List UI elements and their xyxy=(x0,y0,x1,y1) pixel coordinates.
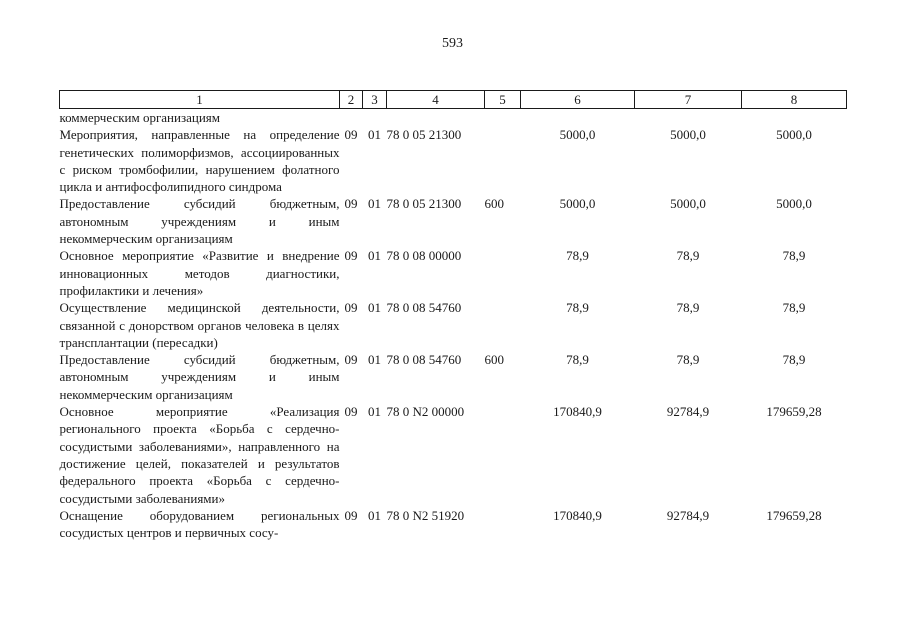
row-subsection xyxy=(363,109,387,127)
row-expense-type xyxy=(485,109,521,127)
row-subsection: 01 xyxy=(368,507,381,523)
column-header-5: 5 xyxy=(485,91,521,109)
budget-table xyxy=(59,90,847,541)
row-target-code: 78 0 N2 00000 xyxy=(386,404,465,420)
column-header-3: 3 xyxy=(363,91,387,109)
table-body xyxy=(60,109,847,542)
column-header-7: 7 xyxy=(635,91,742,109)
row-expense-type xyxy=(485,126,521,195)
row-amount-col8: 78,9 xyxy=(782,352,806,368)
row-amount-col6 xyxy=(521,109,635,127)
column-header-4: 4 xyxy=(387,91,485,109)
row-description: Осуществление медицинской деятельности, связанной с донорством органов человека в целях трансплантации (пересадки) xyxy=(59,300,340,350)
row-description: Основное мероприятие «Развитие и внедрение инновационных методов диагностики, профилактики и лечения» xyxy=(59,248,340,298)
column-header-8: 8 xyxy=(742,91,847,109)
table-row xyxy=(60,195,847,247)
row-target-code xyxy=(387,109,485,127)
row-description: Предоставление субсидий бюджетным, автономным учреждениям и иным некоммерческим организациям xyxy=(59,352,340,402)
row-section: 09 xyxy=(344,300,358,316)
row-section: 09 xyxy=(344,507,358,523)
table-row xyxy=(60,299,847,351)
table-header-row xyxy=(60,91,847,109)
row-amount-col7: 92784,9 xyxy=(666,404,710,420)
row-subsection: 01 xyxy=(368,300,381,316)
row-amount-col8: 78,9 xyxy=(782,300,806,316)
row-target-code: 78 0 08 54760 xyxy=(386,352,462,368)
row-description: коммерческим организациям xyxy=(59,110,221,125)
row-section: 09 xyxy=(344,248,358,264)
row-expense-type xyxy=(485,299,521,351)
row-section: 09 xyxy=(344,196,358,212)
row-description: Мероприятия, направленные на определение генетических полиморфизмов, ассоциированных с риском тромбофилии, нарушением фолатного цикла и антифосфолипидного синдрома xyxy=(59,127,340,195)
row-description: Основное мероприятие «Реализация регионального проекта «Борьба с сердечно-сосудистыми заболеваниями», направленного на достижение целей, показателей и результатов федерального проекта «Борьба с сердечно-сосудистыми заболеваниями» xyxy=(59,404,340,506)
row-amount-col6: 78,9 xyxy=(566,248,589,264)
row-amount-col6: 5000,0 xyxy=(559,127,596,143)
row-expense-type: 600 xyxy=(484,196,504,212)
row-amount-col7: 92784,9 xyxy=(666,507,710,523)
row-section xyxy=(340,109,363,127)
row-amount-col7: 78,9 xyxy=(676,300,700,316)
table-row xyxy=(60,351,847,403)
row-section: 09 xyxy=(344,127,358,143)
table-row xyxy=(60,126,847,195)
table-row xyxy=(60,403,847,507)
row-target-code: 78 0 05 21300 xyxy=(386,127,462,143)
row-amount-col8: 179659,28 xyxy=(766,507,822,523)
row-description: Оснащение оборудованием региональных сосудистых центров и первичных сосу- xyxy=(59,507,340,541)
row-description: Предоставление субсидий бюджетным, автономным учреждениям и иным некоммерческим организациям xyxy=(59,196,340,247)
row-target-code: 78 0 05 21300 xyxy=(386,196,462,212)
row-amount-col6: 78,9 xyxy=(566,300,589,316)
table-row xyxy=(60,507,847,542)
row-amount-col7: 78,9 xyxy=(676,352,700,368)
row-expense-type xyxy=(485,507,521,542)
column-header-2: 2 xyxy=(340,91,363,109)
row-expense-type xyxy=(485,247,521,299)
row-subsection: 01 xyxy=(368,196,381,212)
row-section: 09 xyxy=(344,404,358,420)
row-subsection: 01 xyxy=(368,127,381,143)
row-amount-col6: 78,9 xyxy=(566,352,589,368)
row-amount-col8 xyxy=(742,109,847,127)
row-subsection: 01 xyxy=(368,404,381,420)
row-target-code: 78 0 N2 51920 xyxy=(386,507,465,523)
row-target-code: 78 0 08 00000 xyxy=(386,248,462,264)
row-amount-col7: 5000,0 xyxy=(670,196,706,212)
row-amount-col8: 5000,0 xyxy=(776,196,812,212)
row-amount-col7: 78,9 xyxy=(676,248,700,264)
row-subsection: 01 xyxy=(368,352,381,368)
table-row xyxy=(60,109,847,127)
page-number: 593 xyxy=(442,36,463,51)
row-expense-type xyxy=(485,403,521,507)
row-amount-col8: 5000,0 xyxy=(776,127,812,143)
column-header-6: 6 xyxy=(521,91,635,109)
row-subsection: 01 xyxy=(368,248,381,264)
row-section: 09 xyxy=(344,352,358,368)
row-expense-type: 600 xyxy=(484,352,504,368)
row-amount-col6: 5000,0 xyxy=(559,196,596,212)
row-amount-col8: 78,9 xyxy=(782,248,806,264)
row-amount-col8: 179659,28 xyxy=(766,404,822,420)
column-header-1: 1 xyxy=(60,91,340,109)
row-target-code: 78 0 08 54760 xyxy=(386,300,462,316)
row-amount-col6: 170840,9 xyxy=(553,404,602,420)
row-amount-col7 xyxy=(635,109,742,127)
row-amount-col7: 5000,0 xyxy=(670,127,706,143)
table-row xyxy=(60,247,847,299)
row-amount-col6: 170840,9 xyxy=(553,507,602,523)
